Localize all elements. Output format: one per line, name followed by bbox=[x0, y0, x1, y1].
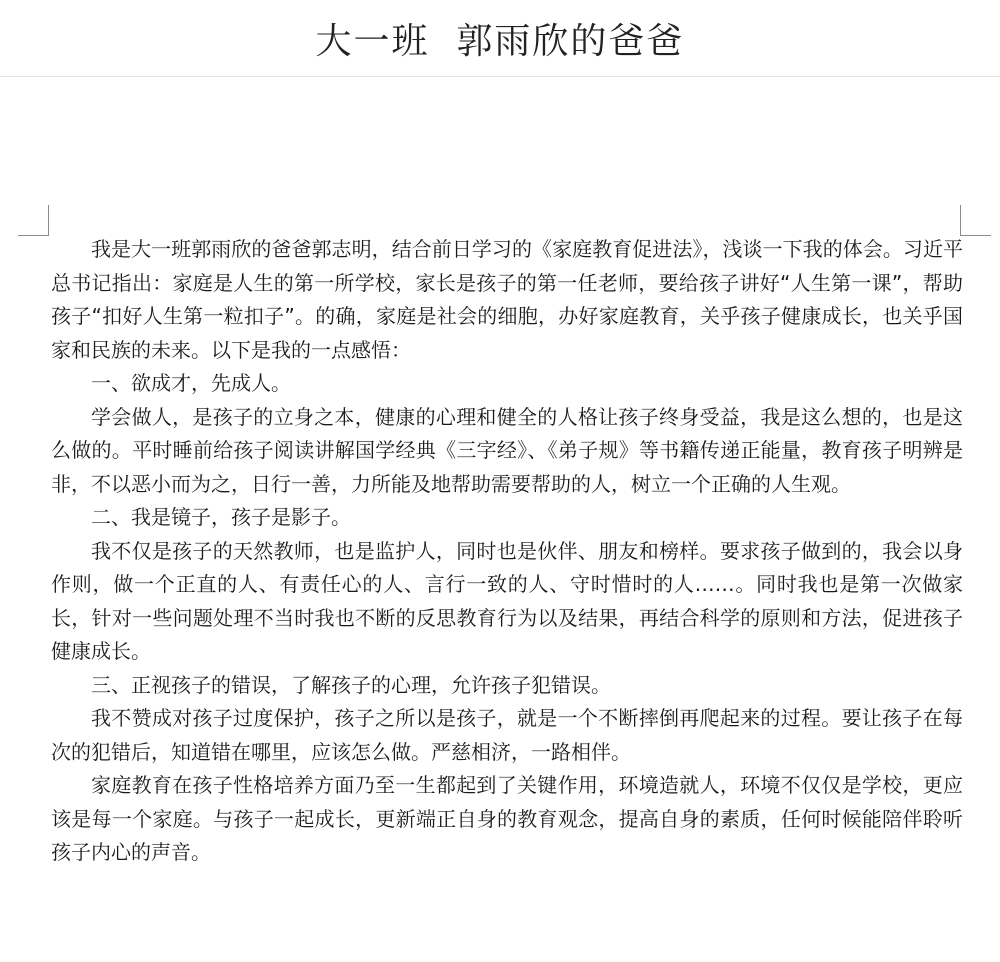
paragraph-section-1: 学会做人，是孩子的立身之本，健康的心理和健全的人格让孩子终身受益，我是这么想的，也是这么做的。平时睡前给孩子阅读讲解国学经典《三字经》、《弟子规》等书籍传递正能量，教育孩子明辨是非，不以恶小而为之，日行一善，力所能及地帮助需要帮助的人，树立一个正确的人生观。 bbox=[51, 404, 963, 496]
paragraph-conclusion: 家庭教育在孩子性格培养方面乃至一生都起到了关键作用，环境造就人，环境不仅仅是学校，更应该是每一个家庭。与孩子一起成长，更新端正自身的教育观念，提高自身的素质，任何时候能陪伴聆听孩子内心的声音。 bbox=[51, 773, 963, 864]
title-bar bbox=[0, 0, 1000, 77]
document-title: 大一班 郭雨欣的爸爸 bbox=[315, 20, 685, 62]
page-margin-corner-left bbox=[18, 205, 49, 236]
document-body bbox=[51, 233, 963, 870]
paragraph-section-2: 我不仅是孩子的天然教师，也是监护人，同时也是伙伴、朋友和榜样。要求孩子做到的，我会以身作则，做一个正直的人、有责任心的人、言行一致的人、守时惜时的人……。同时我也是第一次做家长，针对一些问题处理不当时我也不断的反思教育行为以及结果，再结合科学的原则和方法，促进孩子健康成长。 bbox=[51, 538, 963, 663]
heading-section-2: 二、我是镜子，孩子是影子。 bbox=[91, 505, 351, 529]
heading-section-3: 三、正视孩子的错误，了解孩子的心理，允许孩子犯错误。 bbox=[91, 672, 611, 697]
paragraph-section-3: 我不赞成对孩子过度保护，孩子之所以是孩子，就是一个不断摔倒再爬起来的过程。要让孩子在每次的犯错后，知道错在哪里，应该怎么做。严慈相济，一路相伴。 bbox=[51, 706, 963, 764]
paragraph-intro: 我是大一班郭雨欣的爸爸郭志明，结合前日学习的《家庭教育促进法》，浅谈一下我的体会。习近平总书记指出：家庭是人生的第一所学校，家长是孩子的第一任老师，要给孩子讲好“人生第一课”，帮助孩子“扣好人生第一粒扣子”。的确，家庭是社会的细胞，办好家庭教育，关乎孩子健康成长，也关乎国家和民族的未来。以下是我的一点感悟： bbox=[51, 237, 963, 362]
page-margin-corner-right bbox=[960, 205, 991, 236]
heading-section-1: 一、欲成才，先成人。 bbox=[91, 371, 291, 395]
